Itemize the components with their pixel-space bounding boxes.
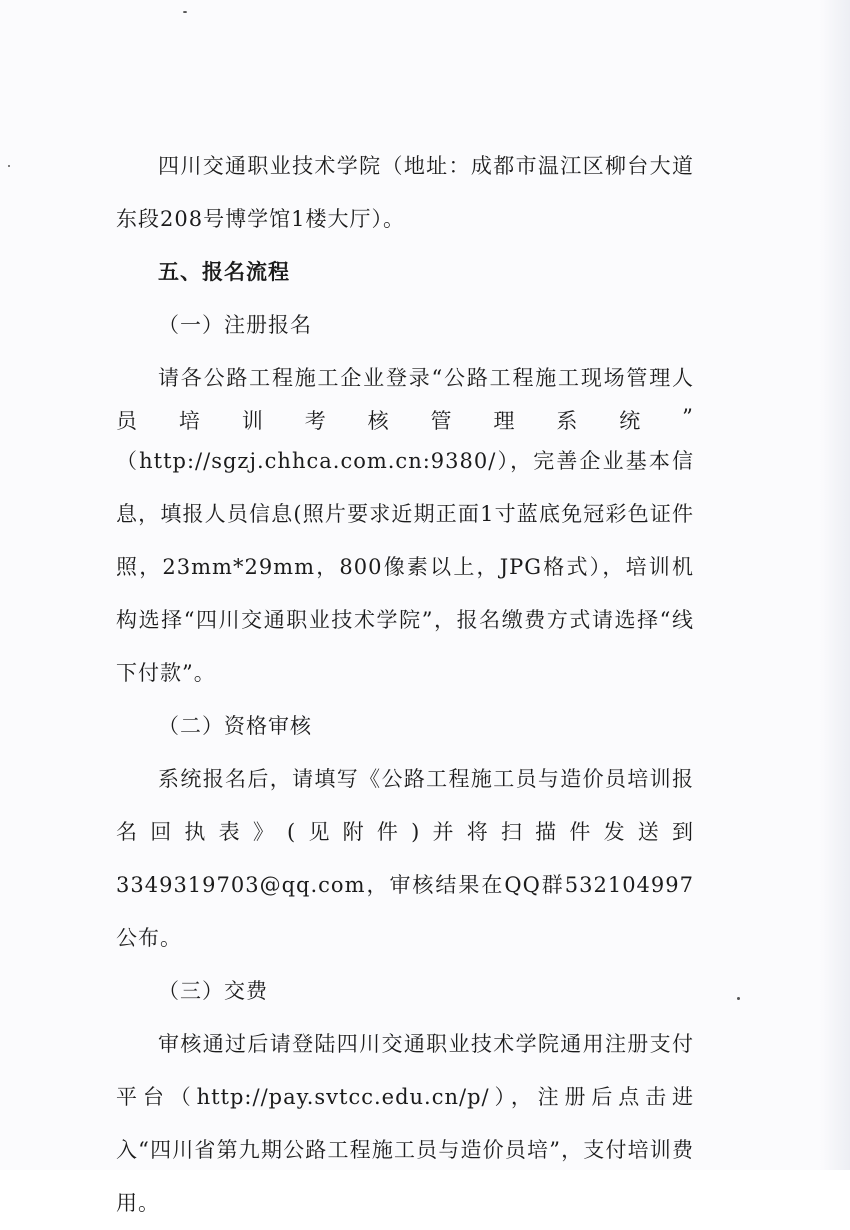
review-paragraph: 系统报名后，请填写《公路工程施工员与造价员培训报名回执表》(见附件)并将扫描件发送到3349319703@qq.com，审核结果在QQ群532104997公布。 bbox=[116, 767, 694, 950]
section-heading-registration-process: 五、报名流程 bbox=[158, 260, 290, 284]
spread-char: 统 bbox=[619, 409, 642, 433]
subheading-payment: （三）交费 bbox=[158, 979, 268, 1003]
scan-edge-shadow bbox=[820, 0, 850, 1170]
scan-speck bbox=[737, 997, 740, 1000]
spread-char: 培 bbox=[178, 409, 201, 433]
register-paragraph-line1: 请各公路工程施工企业登录“公路工程施工现场管理人 bbox=[158, 366, 694, 390]
register-paragraph-spread-line bbox=[116, 405, 694, 435]
spread-char: 核 bbox=[367, 409, 390, 433]
scan-speck bbox=[8, 165, 10, 167]
payment-paragraph: 审核通过后请登陆四川交通职业技术学院通用注册支付平台（http://pay.svtcc.edu.cn/p/），注册后点击进入“四川省第九期公路工程施工员与造价员培”，支付培训费用。 bbox=[116, 1032, 694, 1215]
document-body bbox=[116, 140, 694, 1230]
scan-speck bbox=[183, 11, 187, 13]
spread-char: 系 bbox=[556, 409, 579, 433]
subheading-register: （一）注册报名 bbox=[158, 313, 312, 337]
spread-char: 员 bbox=[116, 409, 138, 433]
spread-char: 考 bbox=[304, 409, 327, 433]
subheading-qualification-review: （二）资格审核 bbox=[158, 714, 312, 738]
spread-char: 理 bbox=[493, 409, 516, 433]
register-paragraph-rest: （http://sgzj.chhca.com.cn:9380/），完善企业基本信息，填报人员信息(照片要求近期正面1寸蓝底免冠彩色证件照，23mm*29mm，800像素以上，JPG格式），培训机构选择“四川交通职业技术学院”，报名缴费方式请选择“线下付款”。 bbox=[116, 449, 694, 685]
spread-char: 训 bbox=[241, 409, 264, 433]
spread-char: 管 bbox=[430, 409, 453, 433]
spread-char: ” bbox=[682, 405, 694, 429]
address-paragraph: 四川交通职业技术学院（地址：成都市温江区柳台大道东段208号博学馆1楼大厅）。 bbox=[116, 154, 694, 231]
